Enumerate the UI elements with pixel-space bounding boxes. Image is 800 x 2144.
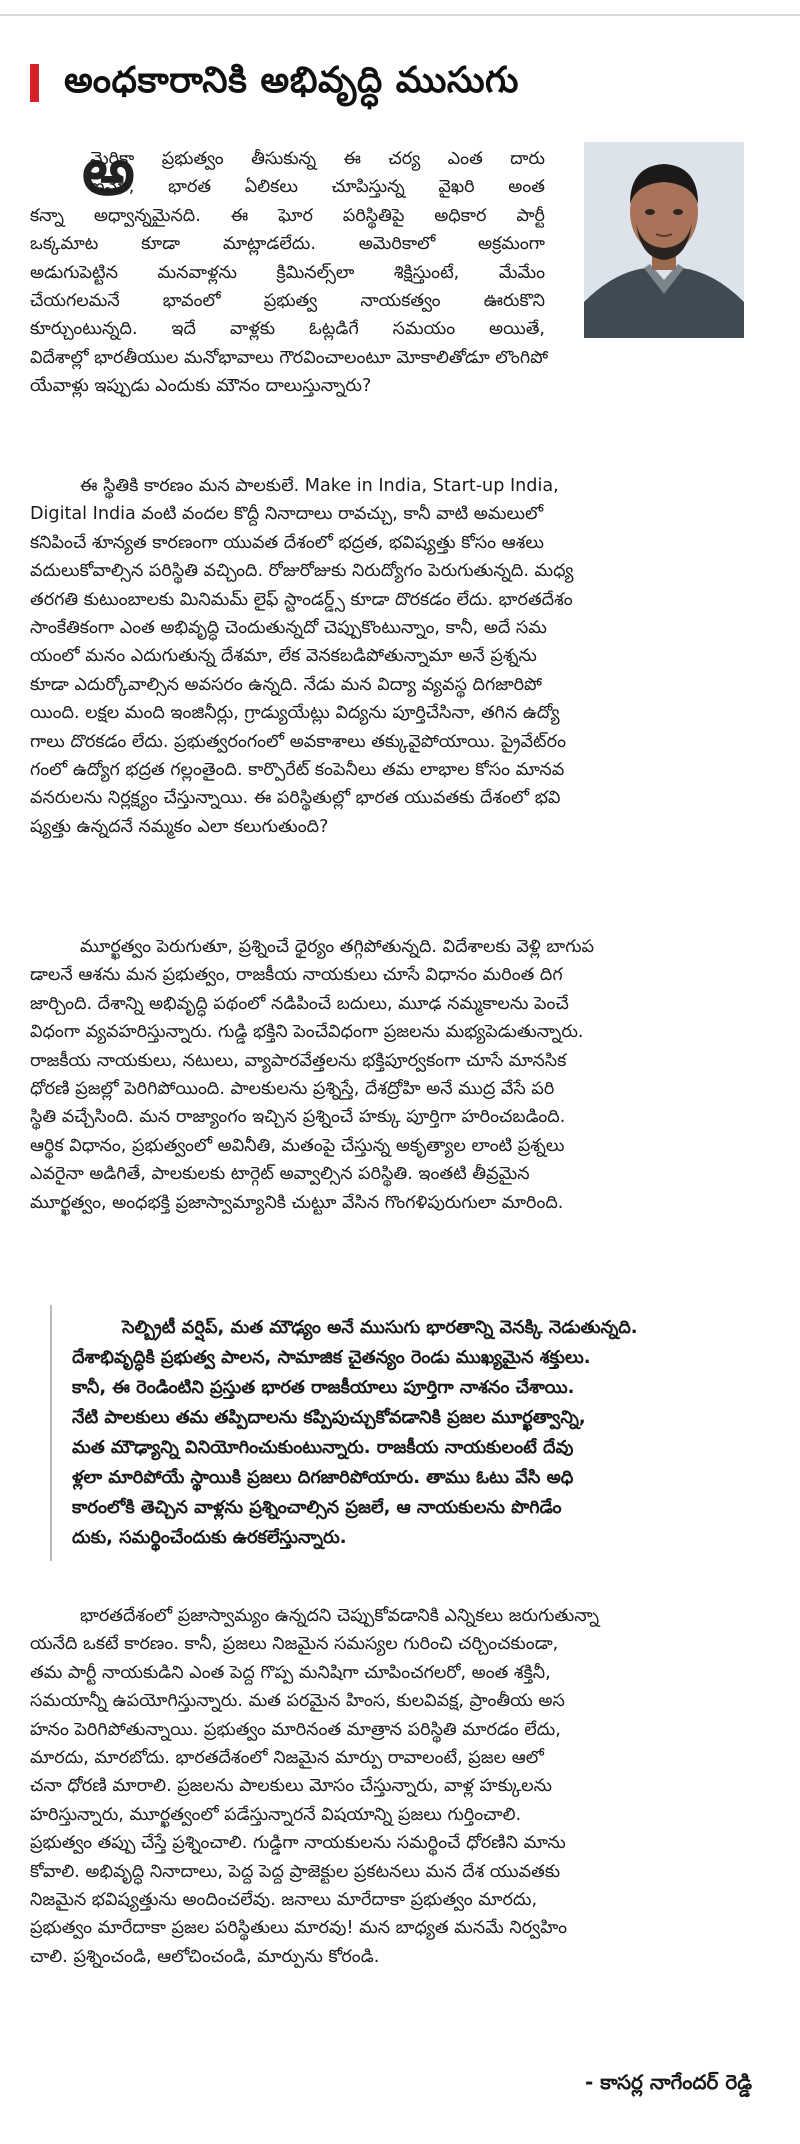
paragraph-line: కోవాలి. అభివృద్ధి నినాదాలు, పెద్ద పెద్ద ప్రాజెక్టుల ప్రకటనలు మన దేశ యువతకు xyxy=(30,1861,561,1882)
paragraph-line: హనం పెరిగిపోతున్నాయి. ప్రభుత్వం మారినంత మాత్రాన పరిస్థితి మారడం లేదు, xyxy=(30,1719,561,1740)
paragraph-line: చేయగలమనే భావంలో ప్రభుత్వ నాయకత్వం ఊరుకొని xyxy=(30,290,545,311)
paragraph-line: ప్రభుత్వం మారేదాకా ప్రజల పరిస్థితులు మారవు! మన బాధ్యత మనమే నిర్వహిం xyxy=(30,1918,568,1939)
paragraph-3 xyxy=(30,933,770,1217)
paragraph-line: కన్నా అధ్వాన్నమైనది. ఈ ఘోర పరిస్థితిపై అధికార పార్టీ xyxy=(30,205,545,226)
paragraph-line: ఆర్థిక విధానం, ప్రభుత్వంలో అవినీతి, మతంపై చేస్తున్న అకృత్యాల లాంటి ప్రశ్నలు xyxy=(30,1135,565,1156)
paragraph-line: యేవాళ్లు ఇప్పుడు ఎందుకు మౌనం దాలుస్తున్నారు? xyxy=(30,376,372,397)
paragraph-line: మూర్ఖత్వం, అంధభక్తి ప్రజాస్వామ్యానికి చుట్టూ వేసిన గొంగళిపురుగులా మారింది. xyxy=(30,1192,564,1213)
paragraph-line: కూర్చుంటున్నది. ఇదే వాళ్లకు ఓట్లడిగే సమయం అయితే, xyxy=(30,319,545,340)
paragraph-line: యింది. లక్షల మంది ఇంజినీర్లు, గ్రాడ్యుయేట్లు విద్యను పూర్తిచేసినా, తగిన ఉద్యో xyxy=(30,703,560,724)
paragraph-line: విదేశాల్లో భారతీయుల మనోభావాలు గౌరవించాలంటూ మోకాలితోడూ లొంగిపో xyxy=(30,347,549,368)
paragraph-line: సమయాన్నీ ఉపయోగిస్తున్నారు. మత పరమైన హింస, కులవివక్ష, ప్రాంతీయ అస xyxy=(30,1691,565,1712)
paragraph-line: జార్చింది. దేశాన్ని అభివృద్ధి పథంలో నడిపించే బదులు, మూఢ నమ్మకాలను పెంచే xyxy=(30,993,569,1014)
drop-cap: అ xyxy=(82,132,135,210)
paragraph-line: చనా ధోరణి మారాలి. ప్రజలను పాలకులు మోసం చేస్తున్నారు, వాళ్ల హక్కులను xyxy=(30,1776,553,1797)
headline: అంధకారానికి అభివృద్ధి ముసుగు xyxy=(64,60,519,101)
quote-line: దేశాభివృద్ధికి ప్రభుత్వ పాలన, సామాజిక చైతన్యం రెండు ముఖ్యమైన శక్తులు. xyxy=(72,1347,591,1368)
paragraph-line: మూర్ఖత్వం పెరుగుతూ, ప్రశ్నించే ధైర్యం తగ్గిపోతున్నది. విదేశాలకు వెళ్లి బాగుప xyxy=(80,937,595,957)
quote-line: ళ్లలా మారిపోయే స్థాయికి ప్రజలు దిగజారిపోయారు. తాము ఓటు వేసి అధి xyxy=(72,1467,574,1488)
paragraph-line: సాంకేతికంగా ఎంత అభివృద్ధి చెందుతున్నదో చెప్పుకొంటున్నాం, కానీ, అదే సమ xyxy=(30,617,547,638)
paragraph-4 xyxy=(30,1602,770,1971)
article xyxy=(30,0,770,2144)
paragraph-line: వదులుకోవాల్సిన పరిస్థితి వచ్చింది. రోజురోజుకు నిరుద్యోగం పెరుగుతున్నది. మధ్య xyxy=(30,561,574,582)
paragraph-line: రాజకీయ నాయకులు, నటులు, వ్యాపారవేత్తలను భక్తిపూర్వకంగా చూసే మానసిక xyxy=(30,1050,567,1071)
paragraph-line: Digital India వంటి వందల కొద్దీ నినాదాలు రావచ్చు, కానీ వాటి అమలులో xyxy=(30,504,544,525)
quote-line: కారంలోకి తెచ్చిన వాళ్లను ప్రశ్నించాల్సిన ప్రజలే, ఆ నాయకులను పొగిడేం xyxy=(72,1497,562,1518)
paragraph-line: మెరికా ప్రభుత్వం తీసుకున్న ఈ చర్య ఎంత దారు xyxy=(90,149,545,169)
paragraph-line: ఒక్కమాట కూడా మాట్లాడలేదు. అమెరికాలో అక్రమంగా xyxy=(30,234,545,255)
paragraph-line: తరగతి కుటుంబాలకు మినిమమ్ లైఫ్ స్టాండర్డ్స్ కూడా దొరకడం లేదు. భారతదేశం xyxy=(30,589,573,610)
paragraph-line: మారదు, మారబోదు. భారతదేశంలో నిజమైన మార్పు రావాలంటే, ప్రజల ఆలో xyxy=(30,1747,544,1768)
quote-line: నేటి పాలకులు తమ తప్పిదాలను కప్పిపుచ్చుకోవడానికి ప్రజల మూర్ఖత్వాన్ని, xyxy=(72,1407,586,1428)
paragraph-line: చాలి. ప్రశ్నించండి, ఆలోచించండి, మార్పును కోరండి. xyxy=(30,1946,380,1967)
paragraph-line: కూడా ఎదుర్కోవాల్సిన అవసరం ఉన్నది. నేడు మన విద్యా వ్యవస్థ దిగజారిపో xyxy=(30,674,542,695)
paragraph-line: స్థితి వచ్చేసింది. మన రాజ్యాంగం ఇచ్చిన ప్రశ్నించే హక్కు పూర్తిగా హరించబడింది. xyxy=(30,1107,566,1128)
paragraph-line: హరిస్తున్నారు, మూర్ఖత్వంలో పడేస్తున్నారనే విషయాన్ని ప్రజలు గుర్తించాలి. xyxy=(30,1804,522,1825)
quote-line: దుకు, సమర్థించేందుకు ఉరకలేస్తున్నారు. xyxy=(72,1527,347,1548)
paragraph-2 xyxy=(30,472,770,841)
paragraph-1 xyxy=(30,145,770,401)
pull-quote-text xyxy=(72,1313,750,1553)
quote-line: కానీ, ఈ రెండింటిని ప్రస్తుత భారత రాజకీయాలు పూర్తిగా నాశనం చేశాయి. xyxy=(72,1377,575,1398)
paragraph-line: గంలో ఉద్యోగ భద్రత గల్లంతైంది. కార్పొరేట్ కంపెనీలు తమ లాభాల కోసం మానవ xyxy=(30,759,565,780)
paragraph-line: యంలో మనం ఎదుగుతున్న దేశమా, లేక వెనకబడిపోతున్నామా అనే ప్రశ్నను xyxy=(30,646,537,667)
paragraph-line: భారతదేశంలో ప్రజాస్వామ్యం ఉన్నదని చెప్పుకోవడానికి ఎన్నికలు జరుగుతున్నా xyxy=(80,1606,599,1626)
paragraph-line: ష్యత్తు ఉన్నదనే నమ్మకం ఎలా కలుగుతుంది? xyxy=(30,816,329,837)
paragraph-line: విధంగా వ్యవహరిస్తున్నారు. గుడ్డి భక్తిని పెంచేవిధంగా ప్రజలను మభ్యపెడుతున్నారు. xyxy=(30,1022,584,1043)
headline-accent-bar xyxy=(30,64,39,102)
paragraph-line: నిజమైన భవిష్యత్తును అందించలేవు. జనాలు మారేదాకా ప్రభుత్వం మారదు, xyxy=(30,1889,538,1910)
paragraph-line: కనిపించే శూన్యత కారణంగా యువత దేశంలో భద్రత, భవిష్యత్తు కోసం ఆశలు xyxy=(30,532,544,553)
paragraph-line: ఎవరైనా అడిగితే, పాలకులకు టార్గెట్ అవ్వాల్సిన పరిస్థితి. ఇంతటి తీవ్రమైన xyxy=(30,1164,530,1185)
paragraph-line: యనేది ఒకటే కారణం. కానీ, ప్రజలు నిజమైన సమస్యల గురించి చర్చించకుండా, xyxy=(30,1634,559,1655)
pull-quote xyxy=(50,1305,750,1561)
paragraph-line: తమ పార్టీ నాయకుడిని ఎంత పెద్ద గొప్ప మనిషిగా చూపించగలరో, అంత శక్తినీ, xyxy=(30,1662,551,1683)
paragraph-line: గాలు దొరకడం లేదు. ప్రభుత్వరంగంలో అవకాశాలు తక్కువైపోయాయి. ప్రైవేట్‌రం xyxy=(30,731,566,752)
quote-line: సెల్బ్రిటీ వర్షిప్, మత మౌఢ్యం అనే ముసుగు భారతాన్ని వెనక్కి నెడుతున్నది. xyxy=(122,1317,638,1338)
paragraph-line: అడుగుపెట్టిన మనవాళ్లను క్రిమినల్స్‌లా శిక్షిస్తుంటే, మేమేం xyxy=(30,262,545,283)
author-byline: - కాసర్ల నాగేందర్ రెడ్డి xyxy=(584,2070,752,2094)
paragraph-line: ణమో, భారత ఏలికలు చూపిస్తున్న వైఖరి అంత xyxy=(90,177,545,198)
paragraph-line: ప్రభుత్వం తప్పు చేస్తే ప్రశ్నించాలి. గుడ్డిగా నాయకులను సమర్థించే ధోరణిని మాను xyxy=(30,1833,566,1854)
paragraph-line: ధోరణి ప్రజల్లో పెరిగిపోయింది. పాలకులను ప్రశ్నిస్తే, దేశద్రోహి అనే ముద్ర వేసే పరి xyxy=(30,1078,555,1099)
paragraph-line: వనరులను నిర్లక్ష్యం చేస్తున్నాయి. ఈ పరిస్థితుల్లో భారత యువతకు దేశంలో భవి xyxy=(30,788,561,809)
paragraph-line: డాలనే ఆశను మన ప్రభుత్వం, రాజకీయ నాయకులు చూసే విధానం మరింత దిగ xyxy=(30,965,563,986)
paragraph-line: ఈ స్థితికి కారణం మన పాలకులే. Make in India, Start-up India, xyxy=(80,476,559,496)
quote-line: మత మౌఢ్యాన్ని వినియోగించుకుంటున్నారు. రాజకీయ నాయకులంటే దేవు xyxy=(72,1437,574,1458)
